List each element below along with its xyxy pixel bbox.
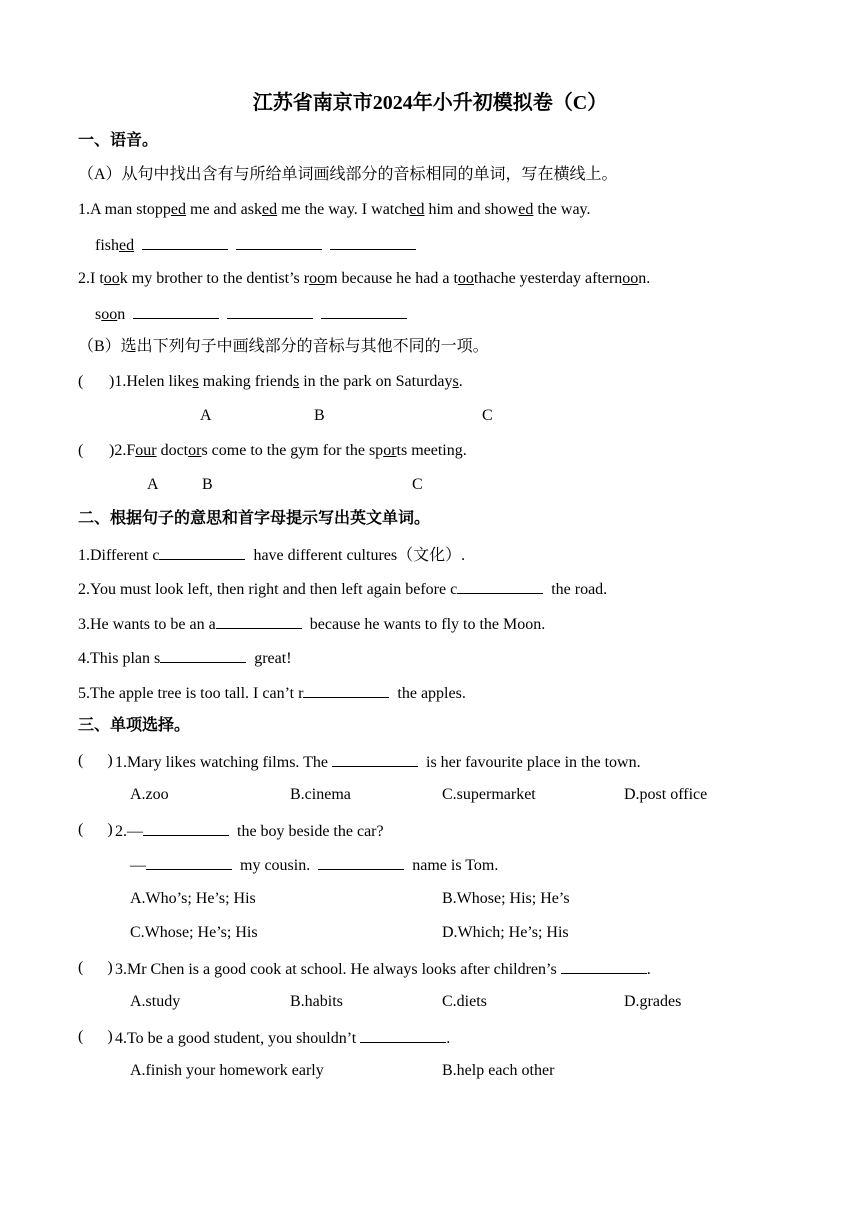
answer-blank[interactable] [561, 957, 647, 974]
mc-option[interactable]: B.help each other [442, 1062, 555, 1079]
answer-bracket[interactable]: ( ) [78, 752, 113, 769]
phonics-q2-sentence: 2.I took my brother to the dentist’s room because he had a toothache yesterday afternoon. [78, 270, 651, 287]
answer-bracket[interactable]: ( ) [78, 821, 113, 838]
mc-option[interactable]: D.post office [624, 786, 708, 803]
answer-bracket[interactable]: ( ) [78, 959, 113, 976]
mc-q1-stem: 1.Mary likes watching films. The is her favourite place in the town. [115, 750, 641, 774]
given-word: soon [95, 306, 126, 323]
answer-blank[interactable] [143, 819, 229, 836]
word-fill-item: 2.You must look left, then right and then left again before c the road. [78, 577, 607, 601]
answer-blank[interactable] [216, 612, 302, 629]
answer-bracket-open[interactable]: ( [78, 442, 84, 459]
answer-blank[interactable] [160, 646, 246, 663]
option-label-a: A [200, 407, 212, 424]
page-title: 江苏省南京市2024年小升初模拟卷（C） [252, 92, 608, 114]
mc-option[interactable]: A.finish your homework early [130, 1062, 324, 1079]
mc-option[interactable]: A.study [130, 993, 181, 1010]
mc-option[interactable]: B.cinema [290, 786, 351, 803]
answer-blank[interactable] [133, 302, 219, 319]
phonics-b-q1-sentence: )1.Helen likes making friends in the park on Saturdays. [109, 373, 463, 390]
part-a-instruction: （A）从句中找出含有与所给单词画线部分的音标相同的单词，写在横线上。 [78, 166, 618, 183]
answer-blank[interactable] [321, 302, 407, 319]
mc-option[interactable]: B.Whose; His; He’s [442, 890, 570, 907]
answer-blank[interactable] [236, 233, 322, 250]
word-fill-item: 3.He wants to be an a because he wants to fly to the Moon. [78, 612, 545, 636]
word-fill-item: 1.Different c have different cultures（文化）. [78, 543, 465, 567]
answer-blank[interactable] [318, 853, 404, 870]
mc-q2-stem-line2: — my cousin. name is Tom. [130, 853, 498, 877]
section-3-heading: 三、单项选择。 [78, 717, 191, 734]
answer-blank[interactable] [146, 853, 232, 870]
mc-q2-stem: 2.— the boy beside the car? [115, 819, 384, 843]
answer-blank[interactable] [332, 750, 418, 767]
given-word: fished [95, 237, 135, 254]
section-2-heading: 二、根据句子的意思和首字母提示写出英文单词。 [78, 510, 431, 527]
answer-bracket-open[interactable]: ( [78, 373, 84, 390]
mc-option[interactable]: A.zoo [130, 786, 169, 803]
mc-q3-stem: 3.Mr Chen is a good cook at school. He always looks after children’s . [115, 957, 651, 981]
answer-blank[interactable] [227, 302, 313, 319]
phonics-q2-answer-row [95, 302, 407, 326]
mc-option[interactable]: B.habits [290, 993, 343, 1010]
answer-blank[interactable] [457, 577, 543, 594]
answer-blank[interactable] [360, 1026, 446, 1043]
mc-q4-stem: 4.To be a good student, you shouldn’t . [115, 1026, 450, 1050]
answer-blank[interactable] [159, 543, 245, 560]
mc-option[interactable]: D.grades [624, 993, 682, 1010]
word-fill-item: 4.This plan s great! [78, 646, 292, 670]
phonics-q1-sentence: 1.A man stopped me and asked me the way. I watched him and showed the way. [78, 201, 591, 218]
mc-option[interactable]: C.Whose; He’s; His [130, 924, 258, 941]
phonics-b-q2-sentence: )2.Four doctors come to the gym for the sports meeting. [109, 442, 467, 459]
mc-option[interactable]: C.supermarket [442, 786, 536, 803]
phonics-q1-answer-row [95, 233, 416, 257]
part-b-instruction: （B）选出下列句子中画线部分的音标与其他不同的一项。 [78, 338, 489, 355]
option-label-b: B [202, 476, 213, 493]
answer-blank[interactable] [142, 233, 228, 250]
mc-option[interactable]: A.Who’s; He’s; His [130, 890, 256, 907]
mc-option[interactable]: C.diets [442, 993, 487, 1010]
section-1-heading: 一、语音。 [78, 132, 159, 149]
word-fill-item: 5.The apple tree is too tall. I can’t r the apples. [78, 681, 466, 705]
answer-blank[interactable] [303, 681, 389, 698]
option-label-c: C [482, 407, 493, 424]
option-label-c: C [412, 476, 423, 493]
answer-bracket[interactable]: ( ) [78, 1028, 113, 1045]
answer-blank[interactable] [330, 233, 416, 250]
mc-option[interactable]: D.Which; He’s; His [442, 924, 569, 941]
option-label-a: A [147, 476, 159, 493]
option-label-b: B [314, 407, 325, 424]
